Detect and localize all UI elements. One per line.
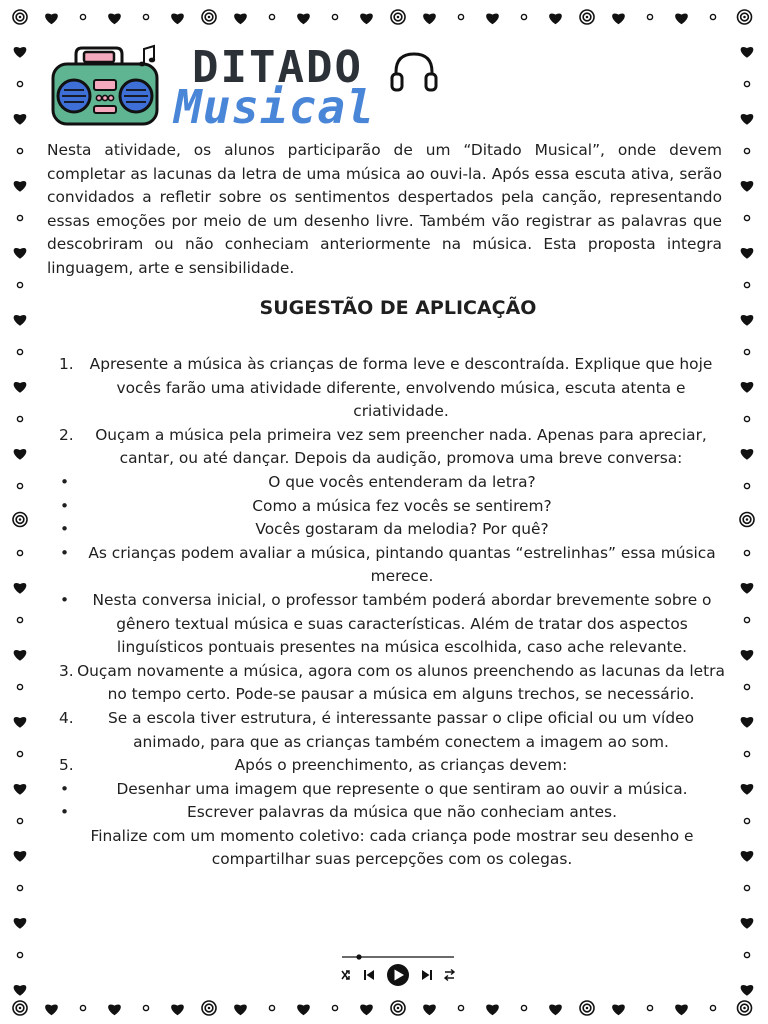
dot-icon xyxy=(744,885,749,890)
section-title: SUGESTÃO DE APLICAÇÃO xyxy=(259,297,537,319)
bullet-marker: • xyxy=(60,520,70,539)
closing-paragraph: Finalize com um momento coletivo: cada criança pode mostrar seu desenho e compartilhar suas percepções com os colegas. xyxy=(90,826,694,869)
bullet-item xyxy=(47,471,737,495)
dot-icon xyxy=(17,148,22,153)
dot-icon xyxy=(744,483,749,488)
dot-icon xyxy=(332,14,337,19)
heart-icon xyxy=(234,1004,247,1015)
dot-icon xyxy=(17,751,22,756)
step-text: Apresente a música às crianças de forma leve e descontraída. Explique que hoje vocês farão uma atividade diferente, envolvendo música, escuta atenta e criatividade. xyxy=(89,355,713,421)
spiral-icon xyxy=(202,1001,216,1015)
heart-icon xyxy=(45,13,58,24)
heart-icon xyxy=(741,248,754,259)
heart-icon xyxy=(549,1004,562,1015)
heart-icon xyxy=(741,47,754,58)
dot-icon xyxy=(744,684,749,689)
heart-icon xyxy=(171,1004,184,1015)
dot-icon xyxy=(647,1005,652,1010)
dot-icon xyxy=(744,148,749,153)
dot-icon xyxy=(17,81,22,86)
heart-icon xyxy=(741,985,754,996)
dot-icon xyxy=(744,81,749,86)
heart-icon xyxy=(360,1004,373,1015)
heart-icon xyxy=(14,449,27,460)
heart-icon xyxy=(234,13,247,24)
heart-icon xyxy=(14,784,27,795)
dot-icon xyxy=(269,1005,274,1010)
player-controls xyxy=(338,950,458,990)
dot-icon xyxy=(458,1005,463,1010)
heart-icon xyxy=(14,985,27,996)
title-musical: Musical xyxy=(174,80,375,134)
heart-icon xyxy=(423,13,436,24)
heart-icon xyxy=(741,181,754,192)
music-note-icon xyxy=(138,44,158,70)
heart-icon xyxy=(741,918,754,929)
dot-icon xyxy=(143,14,148,19)
dot-icon xyxy=(269,14,274,19)
heart-icon xyxy=(549,13,562,24)
heart-icon xyxy=(45,1004,58,1015)
bullet-item xyxy=(47,778,737,802)
dot-icon xyxy=(647,14,652,19)
heart-icon xyxy=(14,583,27,594)
numbered-step xyxy=(47,424,737,471)
dot-icon xyxy=(744,751,749,756)
dot-icon xyxy=(17,684,22,689)
previous-icon[interactable] xyxy=(364,970,374,980)
shuffle-icon[interactable] xyxy=(342,971,349,979)
step-text: Vocês gostaram da melodia? Por quê? xyxy=(255,520,549,539)
step-text: As crianças podem avaliar a música, pintando quantas “estrelinhas” essa música merece. xyxy=(88,543,716,586)
dot-icon xyxy=(80,1005,85,1010)
dot-icon xyxy=(17,483,22,488)
heart-icon xyxy=(741,650,754,661)
music-player xyxy=(338,950,458,990)
heart-icon xyxy=(14,851,27,862)
dot-icon xyxy=(332,1005,337,1010)
step-text: Como a música fez vocês se sentirem? xyxy=(252,496,552,515)
dot-icon xyxy=(17,215,22,220)
dot-icon xyxy=(17,617,22,622)
heart-icon xyxy=(297,13,310,24)
dot-icon xyxy=(17,952,22,957)
spiral-icon xyxy=(202,10,216,24)
heart-icon xyxy=(14,248,27,259)
dot-icon xyxy=(17,550,22,555)
step-text: Desenhar uma imagem que represente o que sentiram ao ouvir a música. xyxy=(116,779,688,798)
dot-icon xyxy=(458,14,463,19)
dot-icon xyxy=(744,550,749,555)
heart-icon xyxy=(612,13,625,24)
heart-icon xyxy=(675,1004,688,1015)
dot-icon xyxy=(710,1005,715,1010)
dot-icon xyxy=(80,14,85,19)
dot-icon xyxy=(17,282,22,287)
progress-knob xyxy=(356,954,361,959)
play-icon[interactable] xyxy=(387,964,409,986)
step-text: Após o preenchimento, as crianças devem: xyxy=(234,756,568,775)
dot-icon xyxy=(744,349,749,354)
heart-icon xyxy=(741,449,754,460)
heart-icon xyxy=(14,650,27,661)
spiral-icon xyxy=(738,10,752,24)
dot-icon xyxy=(744,818,749,823)
bullet-item xyxy=(47,518,737,542)
dot-icon xyxy=(744,617,749,622)
heart-icon xyxy=(741,583,754,594)
step-text: Escrever palavras da música que não conheciam antes. xyxy=(187,803,617,822)
numbered-step xyxy=(47,754,737,778)
step-number: 2. xyxy=(59,425,74,444)
heart-icon xyxy=(14,382,27,393)
dot-icon xyxy=(521,14,526,19)
next-icon[interactable] xyxy=(422,970,432,980)
heart-icon xyxy=(486,13,499,24)
heart-icon xyxy=(486,1004,499,1015)
spiral-icon xyxy=(740,513,754,527)
dot-icon xyxy=(744,215,749,220)
bullet-marker: • xyxy=(60,590,70,609)
step-text: Se a escola tiver estrutura, é interessante passar o clipe oficial ou um vídeo animado, para que as crianças também conectem a imagem ao som. xyxy=(108,708,694,751)
heart-icon xyxy=(108,1004,121,1015)
dot-icon xyxy=(17,349,22,354)
dot-icon xyxy=(17,818,22,823)
heart-icon xyxy=(741,784,754,795)
heart-icon xyxy=(171,13,184,24)
bullet-item xyxy=(47,542,737,589)
heart-icon xyxy=(297,1004,310,1015)
bullet-marker: • xyxy=(60,496,70,515)
heart-icon xyxy=(675,13,688,24)
spiral-icon xyxy=(738,1001,752,1015)
step-number: 1. xyxy=(59,355,74,373)
application-steps xyxy=(47,353,737,872)
bullet-marker: • xyxy=(60,779,70,798)
step-number: 4. xyxy=(59,708,74,727)
bullet-item xyxy=(47,801,737,825)
step-text: Nesta conversa inicial, o professor também poderá abordar brevemente sobre o gênero textual música e suas características. Além de tratar dos aspectos linguísticos pontuais presentes na música escolhida, caso ache relevante. xyxy=(92,590,712,657)
dot-icon xyxy=(17,416,22,421)
bullet-marker: • xyxy=(60,472,70,491)
intro-paragraph: Nesta atividade, os alunos participarão de um “Ditado Musical”, onde devem completar as lacunas da letra de uma música ao ouvi-la. Após essa escuta ativa, serão convidados a refletir sobre os sentimentos despertados pela canção, representando essas emoções por meio de um desenho livre. Também vão registrar as palavras que descobriram ou não conheciam anteriormente na música. Esta proposta integra linguagem, arte e sensibilidade. xyxy=(47,141,722,277)
spiral-icon xyxy=(580,1001,594,1015)
step-number: 3. xyxy=(59,661,74,680)
header xyxy=(50,40,450,132)
repeat-icon[interactable] xyxy=(445,970,454,981)
dot-icon xyxy=(710,14,715,19)
step-text: Ouçam novamente a música, agora com os alunos preenchendo as lacunas da letra no tempo certo. Pode-se pausar a música em alguns trechos, se necessário. xyxy=(77,661,725,704)
dot-icon xyxy=(744,416,749,421)
bullet-marker: • xyxy=(60,543,70,562)
dot-icon xyxy=(744,282,749,287)
dot-icon xyxy=(521,1005,526,1010)
spiral-icon xyxy=(13,1001,27,1015)
step-number: 5. xyxy=(59,756,74,775)
heart-icon xyxy=(741,851,754,862)
numbered-step xyxy=(47,707,737,754)
numbered-step xyxy=(47,660,737,707)
heart-icon xyxy=(108,13,121,24)
heart-icon xyxy=(14,918,27,929)
heart-icon xyxy=(14,114,27,125)
step-text: Ouçam a música pela primeira vez sem preencher nada. Apenas para apreciar, cantar, ou até dançar. Depois da audição, promova uma breve conversa: xyxy=(95,425,707,468)
step-text: O que vocês entenderam da letra? xyxy=(268,472,536,491)
heart-icon xyxy=(14,717,27,728)
bullet-item xyxy=(47,589,737,660)
spiral-icon xyxy=(13,10,27,24)
title-ditado: DITADO xyxy=(192,42,363,93)
heart-icon xyxy=(741,717,754,728)
heart-icon xyxy=(741,114,754,125)
heart-icon xyxy=(14,47,27,58)
heart-icon xyxy=(741,382,754,393)
heart-icon xyxy=(14,181,27,192)
heart-icon xyxy=(360,13,373,24)
heart-icon xyxy=(612,1004,625,1015)
heart-icon xyxy=(423,1004,436,1015)
spiral-icon xyxy=(391,1001,405,1015)
bullet-item xyxy=(47,495,737,519)
dot-icon xyxy=(143,1005,148,1010)
dot-icon xyxy=(744,952,749,957)
headphones-icon xyxy=(388,46,440,94)
spiral-icon xyxy=(391,10,405,24)
bullet-marker: • xyxy=(60,803,70,822)
spiral-icon xyxy=(580,10,594,24)
numbered-step xyxy=(47,353,737,424)
dot-icon xyxy=(17,885,22,890)
spiral-icon xyxy=(13,513,27,527)
